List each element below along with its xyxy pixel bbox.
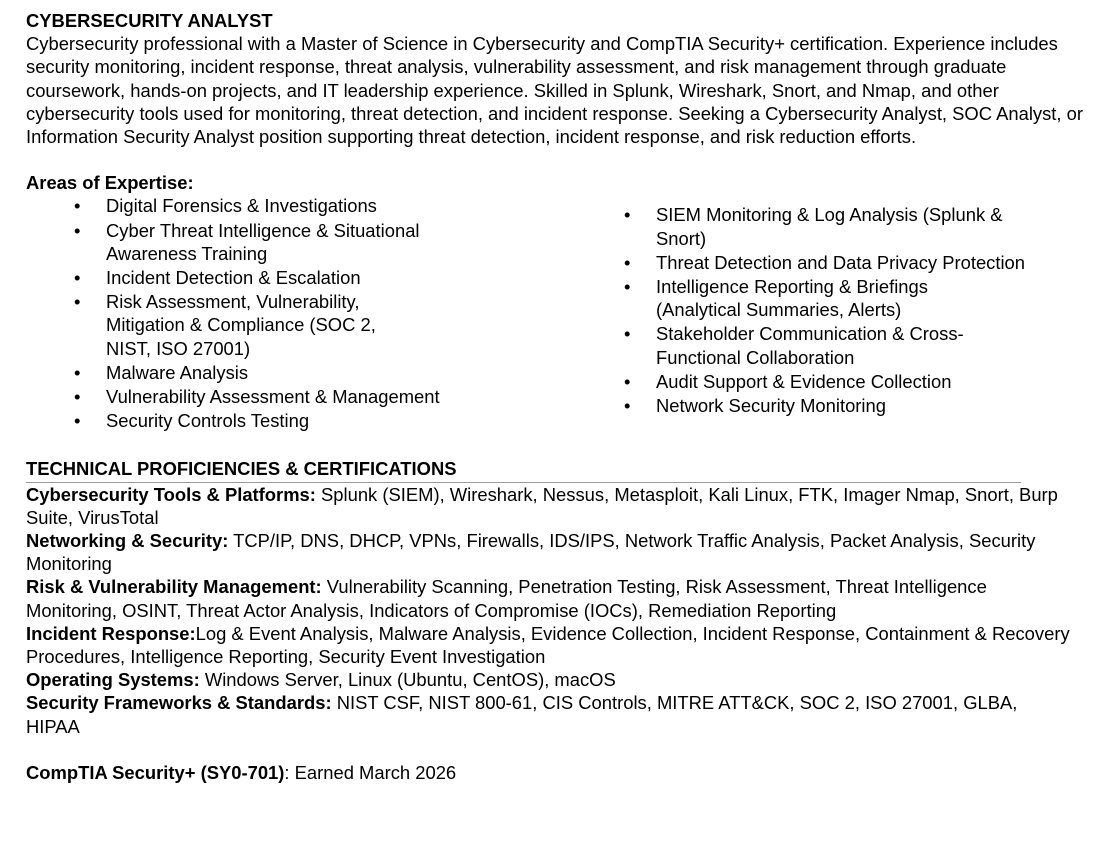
list-item-text: Digital Forensics & Investigations [106,195,377,217]
list-item-text: Risk Assessment, Vulnerability, Mitigation & Compliance (SOC 2, NIST, ISO 27001) [106,291,376,359]
list-item-text: Intelligence Reporting & Briefings (Analytical Summaries, Alerts) [656,276,928,321]
list-item-text: Cyber Threat Intelligence & Situational Awareness Training [106,219,420,264]
list-item [626,251,1046,274]
technical-proficiencies-heading: TECHNICAL PROFICIENCIES & CERTIFICATIONS [26,457,1021,482]
spacer [26,738,1096,761]
proficiency-row [26,622,1096,668]
proficiency-label: Incident Response: [26,622,196,644]
expertise-list-right [626,203,1046,418]
list-item [626,370,1046,393]
technical-proficiencies-list [26,483,1096,738]
bullet: • [624,323,631,345]
certification-label: CompTIA Security+ (SY0-701) [26,761,285,783]
bullet: • [624,251,631,273]
bullet: • [74,267,81,289]
proficiency-text: Log & Event Analysis, Malware Analysis, Evidence Collection, Incident Response, Containment & Recovery Procedures, Intelligence Reporting, Security Event Investigation [26,622,1070,668]
proficiency-row [26,668,1096,691]
bullet: • [74,291,81,313]
proficiency-label: Networking & Security: [26,530,229,552]
list-item [26,409,496,432]
list-item-text: Threat Detection and Data Privacy Protection [656,251,1026,273]
bullet: • [624,370,631,392]
list-item-text: Network Security Monitoring [656,395,886,417]
list-item [26,266,496,289]
proficiency-row [26,691,1036,737]
list-item [626,394,1046,417]
certification-text: : Earned March 2026 [284,761,457,783]
bullet: • [74,195,81,217]
bullet: • [624,276,631,298]
resume-page [26,9,1096,784]
list-item-text: Security Controls Testing [106,410,310,432]
proficiency-text: Windows Server, Linux (Ubuntu, CentOS), macOS [199,669,616,691]
list-item [626,275,986,321]
list-item-text: Stakeholder Communication & Cross-Functional Collaboration [656,323,964,368]
proficiency-row [26,575,1026,621]
proficiency-label: Risk & Vulnerability Management: [26,576,322,598]
spacer [26,148,1096,171]
list-item [26,194,496,217]
proficiency-text: TCP/IP, DNS, DHCP, VPNs, Firewalls, IDS/IPS, Network Traffic Analysis, Packet Analysis, Security Monitoring [26,530,1036,575]
proficiency-row [26,529,1096,575]
areas-of-expertise-columns [26,194,1096,457]
bullet: • [624,395,631,417]
list-item [26,219,496,265]
certification-line [26,761,1096,784]
section-title-cybersecurity-analyst: CYBERSECURITY ANALYST [26,10,273,31]
list-item [626,203,1046,249]
list-item-text: Incident Detection & Escalation [106,267,361,289]
proficiency-label: Security Frameworks & Standards: [26,692,332,714]
areas-of-expertise-heading: Areas of Expertise: [26,172,194,194]
bullet: • [74,386,81,408]
proficiency-label: Operating Systems: [26,669,200,691]
list-item [26,385,496,408]
bullet: • [74,410,81,432]
professional-summary: Cybersecurity professional with a Master of Science in Cybersecurity and CompTIA Security+ certification. Experience includes security monitoring, incident response, threat analysis, vulnerability assessment, and risk management through graduate coursework, hands-on projects, and IT leadership experience. Skilled in Splunk, Wireshark, Snort, and Nmap, and other cybersecurity tools used for monitoring, threat detection, and incident response. Seeking a Cybersecurity Analyst, SOC Analyst, or Information Security Analyst position supporting threat detection, incident response, and risk reduction efforts. [26,33,1083,148]
list-item-text: Malware Analysis [106,361,249,383]
expertise-list-left [26,194,496,433]
proficiency-text: Vulnerability Scanning, Penetration Testing, Risk Assessment, Threat Intelligence Monitoring, OSINT, Threat Actor Analysis, Indicators of Compromise (IOCs), Remediation Reporting [26,576,987,621]
list-item [26,290,416,360]
list-item [26,361,496,384]
list-item-text: Vulnerability Assessment & Management [106,386,440,408]
proficiency-text: Splunk (SIEM), Wireshark, Nessus, Metasploit, Kali Linux, FTK, Imager Nmap, Snort, Burp Suite, VirusTotal [26,483,1058,528]
bullet: • [74,219,81,241]
list-item-text: SIEM Monitoring & Log Analysis (Splunk & Snort) [656,204,1003,249]
list-item-text: Audit Support & Evidence Collection [656,370,952,392]
proficiency-row [26,483,1096,529]
list-item [626,322,966,368]
bullet: • [624,204,631,226]
proficiency-label: Cybersecurity Tools & Platforms: [26,483,316,505]
bullet: • [74,361,81,383]
proficiency-text: NIST CSF, NIST 800-61, CIS Controls, MITRE ATT&CK, SOC 2, ISO 27001, GLBA, HIPAA [26,692,1018,737]
